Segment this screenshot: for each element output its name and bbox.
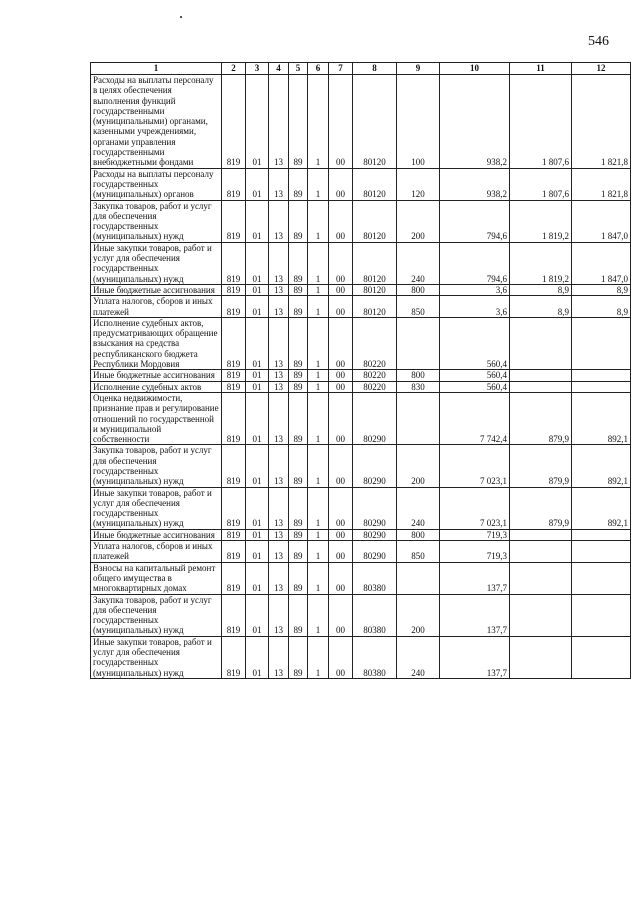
code-subprogram: 1	[308, 636, 329, 678]
code-program: 89	[289, 370, 308, 381]
code-subsection: 13	[269, 381, 289, 392]
code-expense-type: 830	[397, 381, 440, 392]
code-subprogram: 1	[308, 541, 329, 563]
amount-col-12	[572, 594, 631, 636]
code-ministry: 819	[222, 242, 246, 284]
amount-col-12	[572, 381, 631, 392]
code-direction: 80380	[353, 636, 397, 678]
amount-col-10: 7 742,4	[440, 392, 510, 444]
table-row	[91, 636, 631, 678]
code-direction: 80120	[353, 200, 397, 242]
code-expense-type: 200	[397, 594, 440, 636]
table-row	[91, 296, 631, 318]
table-row	[91, 529, 631, 540]
code-subsection: 13	[269, 317, 289, 369]
column-header: 1	[91, 63, 222, 75]
table-row	[91, 75, 631, 169]
code-direction: 80120	[353, 284, 397, 295]
code-subprogram: 1	[308, 562, 329, 594]
code-subsection: 13	[269, 636, 289, 678]
amount-col-10: 794,6	[440, 242, 510, 284]
code-event: 00	[329, 284, 353, 295]
table-row	[91, 168, 631, 200]
code-event: 00	[329, 445, 353, 487]
code-subsection: 13	[269, 392, 289, 444]
column-header: 9	[397, 63, 440, 75]
amount-col-12: 892,1	[572, 392, 631, 444]
code-event: 00	[329, 370, 353, 381]
code-program: 89	[289, 487, 308, 529]
code-direction: 80120	[353, 296, 397, 318]
code-section: 01	[246, 594, 269, 636]
row-name: Закупка товаров, работ и услуг для обеспечения государственных (муниципальных) нужд	[91, 200, 222, 242]
amount-col-12: 8,9	[572, 284, 631, 295]
row-name: Взносы на капитальный ремонт общего имущества в многоквартирных домах	[91, 562, 222, 594]
amount-col-12: 892,1	[572, 445, 631, 487]
code-expense-type: 800	[397, 370, 440, 381]
code-ministry: 819	[222, 445, 246, 487]
amount-col-11: 1 807,6	[510, 168, 572, 200]
code-section: 01	[246, 562, 269, 594]
code-direction: 80380	[353, 594, 397, 636]
code-direction: 80380	[353, 562, 397, 594]
table-row	[91, 392, 631, 444]
code-event: 00	[329, 594, 353, 636]
amount-col-12: 1 847,0	[572, 242, 631, 284]
amount-col-12: 1 821,8	[572, 75, 631, 169]
table-row	[91, 381, 631, 392]
amount-col-11: 1 819,2	[510, 200, 572, 242]
code-subsection: 13	[269, 75, 289, 169]
amount-col-10: 560,4	[440, 317, 510, 369]
amount-col-10: 137,7	[440, 636, 510, 678]
amount-col-12	[572, 317, 631, 369]
code-section: 01	[246, 487, 269, 529]
code-subprogram: 1	[308, 445, 329, 487]
amount-col-11: 8,9	[510, 284, 572, 295]
code-expense-type: 100	[397, 75, 440, 169]
code-section: 01	[246, 392, 269, 444]
code-subprogram: 1	[308, 529, 329, 540]
code-event: 00	[329, 75, 353, 169]
column-header: 12	[572, 63, 631, 75]
table-row	[91, 541, 631, 563]
page-number: 546	[588, 34, 609, 49]
code-program: 89	[289, 284, 308, 295]
amount-col-12: 892,1	[572, 487, 631, 529]
amount-col-10: 719,3	[440, 529, 510, 540]
code-expense-type: 850	[397, 541, 440, 563]
code-subprogram: 1	[308, 370, 329, 381]
row-name: Расходы на выплаты персоналу государственных (муниципальных) органов	[91, 168, 222, 200]
amount-col-12: 1 847,0	[572, 200, 631, 242]
code-event: 00	[329, 392, 353, 444]
code-subprogram: 1	[308, 200, 329, 242]
code-event: 00	[329, 562, 353, 594]
code-program: 89	[289, 541, 308, 563]
code-event: 00	[329, 487, 353, 529]
amount-col-11	[510, 381, 572, 392]
code-subprogram: 1	[308, 392, 329, 444]
amount-col-10: 7 023,1	[440, 445, 510, 487]
code-ministry: 819	[222, 392, 246, 444]
amount-col-11: 879,9	[510, 445, 572, 487]
table-row	[91, 284, 631, 295]
code-section: 01	[246, 541, 269, 563]
code-ministry: 819	[222, 636, 246, 678]
code-section: 01	[246, 75, 269, 169]
code-direction: 80220	[353, 381, 397, 392]
code-section: 01	[246, 529, 269, 540]
code-direction: 80120	[353, 168, 397, 200]
code-ministry: 819	[222, 200, 246, 242]
code-ministry: 819	[222, 487, 246, 529]
code-section: 01	[246, 317, 269, 369]
row-name: Уплата налогов, сборов и иных платежей	[91, 541, 222, 563]
amount-col-11: 1 819,2	[510, 242, 572, 284]
amount-col-12	[572, 370, 631, 381]
code-program: 89	[289, 594, 308, 636]
row-name: Оценка недвижимости, признание прав и регулирование отношений по государственной и муниципальной собственности	[91, 392, 222, 444]
amount-col-11: 879,9	[510, 392, 572, 444]
code-ministry: 819	[222, 594, 246, 636]
code-expense-type: 800	[397, 529, 440, 540]
code-subprogram: 1	[308, 296, 329, 318]
amount-col-10: 3,6	[440, 284, 510, 295]
code-direction: 80220	[353, 317, 397, 369]
code-program: 89	[289, 392, 308, 444]
code-direction: 80290	[353, 487, 397, 529]
table-row	[91, 200, 631, 242]
column-header: 10	[440, 63, 510, 75]
code-program: 89	[289, 562, 308, 594]
code-subprogram: 1	[308, 317, 329, 369]
column-header: 5	[289, 63, 308, 75]
code-subsection: 13	[269, 370, 289, 381]
row-name: Иные закупки товаров, работ и услуг для обеспечения государственных (муниципальных) нужд	[91, 242, 222, 284]
code-section: 01	[246, 168, 269, 200]
code-subsection: 13	[269, 445, 289, 487]
column-header: 6	[308, 63, 329, 75]
code-direction: 80290	[353, 392, 397, 444]
amount-col-12	[572, 529, 631, 540]
table-row	[91, 317, 631, 369]
amount-col-10: 560,4	[440, 381, 510, 392]
column-header: 11	[510, 63, 572, 75]
code-event: 00	[329, 381, 353, 392]
row-name: Иные бюджетные ассигнования	[91, 370, 222, 381]
code-event: 00	[329, 317, 353, 369]
code-subsection: 13	[269, 200, 289, 242]
table-body	[91, 63, 631, 679]
code-ministry: 819	[222, 75, 246, 169]
row-name: Расходы на выплаты персоналу в целях обеспечения выполнения функций государственными (муниципальными) органами, казенными учреждениями, органами управления государственными внебюджетными фондами	[91, 75, 222, 169]
amount-col-10: 137,7	[440, 562, 510, 594]
code-section: 01	[246, 284, 269, 295]
amount-col-12	[572, 636, 631, 678]
amount-col-11: 1 807,6	[510, 75, 572, 169]
code-expense-type	[397, 392, 440, 444]
code-event: 00	[329, 541, 353, 563]
code-subsection: 13	[269, 562, 289, 594]
amount-col-11	[510, 636, 572, 678]
budget-table	[90, 62, 631, 679]
column-header: 4	[269, 63, 289, 75]
code-expense-type: 240	[397, 487, 440, 529]
row-name: Исполнение судебных актов	[91, 381, 222, 392]
amount-col-10: 938,2	[440, 168, 510, 200]
amount-col-11: 8,9	[510, 296, 572, 318]
column-header: 3	[246, 63, 269, 75]
code-expense-type: 240	[397, 242, 440, 284]
amount-col-10: 719,3	[440, 541, 510, 563]
row-name: Иные бюджетные ассигнования	[91, 529, 222, 540]
amount-col-10: 794,6	[440, 200, 510, 242]
code-expense-type: 850	[397, 296, 440, 318]
code-section: 01	[246, 200, 269, 242]
code-subprogram: 1	[308, 594, 329, 636]
code-direction: 80290	[353, 445, 397, 487]
amount-col-10: 938,2	[440, 75, 510, 169]
column-header: 7	[329, 63, 353, 75]
code-subsection: 13	[269, 487, 289, 529]
code-program: 89	[289, 242, 308, 284]
code-event: 00	[329, 242, 353, 284]
amount-col-10: 560,4	[440, 370, 510, 381]
code-ministry: 819	[222, 562, 246, 594]
code-section: 01	[246, 370, 269, 381]
code-ministry: 819	[222, 296, 246, 318]
code-section: 01	[246, 636, 269, 678]
code-expense-type: 200	[397, 200, 440, 242]
code-subsection: 13	[269, 541, 289, 563]
row-name: Иные закупки товаров, работ и услуг для обеспечения государственных (муниципальных) нужд	[91, 487, 222, 529]
code-event: 00	[329, 168, 353, 200]
row-name: Иные бюджетные ассигнования	[91, 284, 222, 295]
amount-col-12	[572, 541, 631, 563]
code-expense-type	[397, 562, 440, 594]
code-subsection: 13	[269, 296, 289, 318]
amount-col-11	[510, 541, 572, 563]
code-subprogram: 1	[308, 242, 329, 284]
scan-speck	[180, 16, 182, 18]
code-program: 89	[289, 445, 308, 487]
code-event: 00	[329, 529, 353, 540]
code-ministry: 819	[222, 317, 246, 369]
code-direction: 80290	[353, 541, 397, 563]
table-row	[91, 370, 631, 381]
code-section: 01	[246, 296, 269, 318]
code-ministry: 819	[222, 381, 246, 392]
code-event: 00	[329, 636, 353, 678]
code-expense-type: 120	[397, 168, 440, 200]
amount-col-11	[510, 317, 572, 369]
column-header: 2	[222, 63, 246, 75]
code-program: 89	[289, 529, 308, 540]
code-ministry: 819	[222, 168, 246, 200]
amount-col-10: 7 023,1	[440, 487, 510, 529]
code-expense-type: 800	[397, 284, 440, 295]
code-direction: 80290	[353, 529, 397, 540]
code-expense-type: 240	[397, 636, 440, 678]
code-program: 89	[289, 636, 308, 678]
code-subprogram: 1	[308, 487, 329, 529]
code-direction: 80120	[353, 75, 397, 169]
code-subsection: 13	[269, 529, 289, 540]
code-subsection: 13	[269, 284, 289, 295]
table-header-row	[91, 63, 631, 75]
table-row	[91, 242, 631, 284]
code-subprogram: 1	[308, 381, 329, 392]
amount-col-10: 3,6	[440, 296, 510, 318]
code-direction: 80220	[353, 370, 397, 381]
amount-col-12: 8,9	[572, 296, 631, 318]
table-row	[91, 487, 631, 529]
row-name: Закупка товаров, работ и услуг для обеспечения государственных (муниципальных) нужд	[91, 445, 222, 487]
amount-col-11	[510, 529, 572, 540]
row-name: Уплата налогов, сборов и иных платежей	[91, 296, 222, 318]
code-subsection: 13	[269, 168, 289, 200]
amount-col-11	[510, 594, 572, 636]
code-event: 00	[329, 296, 353, 318]
amount-col-10: 137,7	[440, 594, 510, 636]
code-program: 89	[289, 168, 308, 200]
code-program: 89	[289, 296, 308, 318]
code-ministry: 819	[222, 529, 246, 540]
code-section: 01	[246, 242, 269, 284]
code-subsection: 13	[269, 242, 289, 284]
row-name: Иные закупки товаров, работ и услуг для обеспечения государственных (муниципальных) нужд	[91, 636, 222, 678]
code-section: 01	[246, 381, 269, 392]
code-subprogram: 1	[308, 284, 329, 295]
table-row	[91, 594, 631, 636]
code-subsection: 13	[269, 594, 289, 636]
amount-col-12: 1 821,8	[572, 168, 631, 200]
code-section: 01	[246, 445, 269, 487]
amount-col-12	[572, 562, 631, 594]
code-ministry: 819	[222, 284, 246, 295]
amount-col-11	[510, 562, 572, 594]
code-program: 89	[289, 200, 308, 242]
code-expense-type	[397, 317, 440, 369]
code-ministry: 819	[222, 370, 246, 381]
column-header: 8	[353, 63, 397, 75]
row-name: Исполнение судебных актов, предусматривающих обращение взыскания на средства республиканского бюджета Республики Мордовия	[91, 317, 222, 369]
amount-col-11	[510, 370, 572, 381]
amount-col-11: 879,9	[510, 487, 572, 529]
code-direction: 80120	[353, 242, 397, 284]
row-name: Закупка товаров, работ и услуг для обеспечения государственных (муниципальных) нужд	[91, 594, 222, 636]
code-program: 89	[289, 381, 308, 392]
code-subprogram: 1	[308, 75, 329, 169]
table-row	[91, 562, 631, 594]
code-event: 00	[329, 200, 353, 242]
code-ministry: 819	[222, 541, 246, 563]
code-program: 89	[289, 317, 308, 369]
code-expense-type: 200	[397, 445, 440, 487]
code-program: 89	[289, 75, 308, 169]
code-subprogram: 1	[308, 168, 329, 200]
table-row	[91, 445, 631, 487]
